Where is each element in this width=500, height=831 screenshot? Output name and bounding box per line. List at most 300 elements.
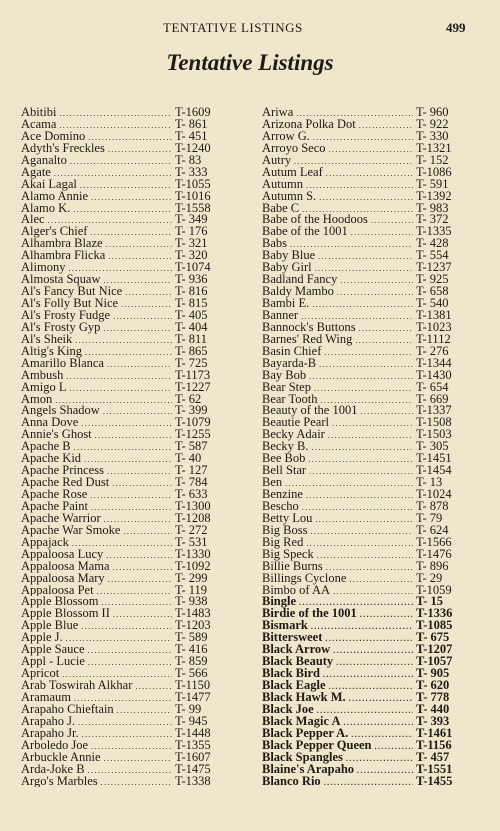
entry-name: Anna Dove xyxy=(21,417,79,430)
leader-dots xyxy=(311,621,413,632)
entry-name: Blaine's Arapaho xyxy=(262,763,355,776)
listing-entry xyxy=(262,585,482,597)
leader-dots xyxy=(336,657,413,668)
leader-dots xyxy=(104,275,172,286)
listing-entry xyxy=(21,668,241,680)
entry-code: T- 152 xyxy=(416,154,449,167)
listing-entry xyxy=(262,119,482,131)
entry-name: Autry xyxy=(262,154,292,167)
entry-code: T-1461 xyxy=(416,727,453,740)
leader-dots xyxy=(85,347,172,358)
entry-name: Autum Leaf xyxy=(262,166,323,179)
leader-dots xyxy=(357,765,413,776)
leader-dots xyxy=(337,287,413,298)
entry-code: T- 675 xyxy=(416,632,450,645)
listing-entry xyxy=(262,644,482,656)
leader-dots xyxy=(355,335,413,346)
entry-name: Big Speck xyxy=(262,548,314,561)
listing-entry xyxy=(262,238,482,250)
listing-entry xyxy=(262,608,482,620)
entry-name: Bescho xyxy=(262,500,299,513)
entry-code: T-1609 xyxy=(175,107,211,119)
entry-code: T- 938 xyxy=(175,596,208,609)
leader-dots xyxy=(351,227,413,238)
entry-code: T-1300 xyxy=(175,500,211,513)
listing-entry xyxy=(262,191,482,203)
entry-code: T- 658 xyxy=(416,286,449,298)
entry-code: T- 861 xyxy=(175,118,208,131)
entry-name: Akai Lagal xyxy=(21,178,77,191)
entry-code: T- 922 xyxy=(416,118,449,131)
entry-code: T- 15 xyxy=(416,596,443,609)
leader-dots xyxy=(308,454,413,465)
leader-dots xyxy=(103,406,172,417)
listing-entry xyxy=(21,752,241,764)
leader-dots xyxy=(333,645,413,656)
listing-entry xyxy=(262,537,482,549)
listing-entry xyxy=(21,191,241,203)
entry-code: T- 99 xyxy=(175,703,202,716)
leader-dots xyxy=(81,418,172,429)
entry-name: Basin Chief xyxy=(262,345,322,358)
entry-code: T-1156 xyxy=(416,739,452,752)
leader-dots xyxy=(312,299,413,310)
entry-name: Apache Princess xyxy=(21,465,104,478)
entry-name: Apache Warrior xyxy=(21,512,101,525)
entry-name: Al's Frosty Fudge xyxy=(21,309,111,322)
entry-name: Appaloosa Mama xyxy=(21,560,110,573)
entry-name: Appaloosa Pet xyxy=(21,584,94,597)
entry-code: T- 276 xyxy=(416,345,449,358)
entry-name: Alhambra Blaze xyxy=(21,238,103,251)
entry-name: Almosta Squaw xyxy=(21,274,101,287)
leader-dots xyxy=(349,693,413,704)
leader-dots xyxy=(113,609,172,620)
listing-entry xyxy=(262,764,482,776)
listing-entry xyxy=(262,298,482,310)
entry-code: T-1607 xyxy=(175,751,211,764)
entry-name: Apple J. xyxy=(21,632,63,645)
entry-code: T- 725 xyxy=(175,357,208,370)
entry-name: Appaloosa Lucy xyxy=(21,548,104,561)
entry-code: T- 13 xyxy=(416,477,443,489)
entry-code: T- 79 xyxy=(416,512,443,525)
entry-name: Ben xyxy=(262,477,283,489)
entry-code: T- 333 xyxy=(175,166,208,179)
leader-dots xyxy=(135,681,172,692)
listing-entry xyxy=(21,453,241,465)
listing-entry xyxy=(21,573,241,585)
entry-name: Alger's Chief xyxy=(21,226,88,239)
leader-dots xyxy=(328,430,413,441)
entry-name: Black Pepper Queen xyxy=(262,739,372,752)
entry-name: Bannock's Buttons xyxy=(262,321,356,334)
listing-entry xyxy=(262,465,482,477)
listing-entry xyxy=(21,298,241,310)
leader-dots xyxy=(113,311,172,322)
entry-code: T- 554 xyxy=(416,250,449,263)
leader-dots xyxy=(117,705,172,716)
listing-entry xyxy=(262,286,482,298)
entry-code: T- 119 xyxy=(175,584,208,597)
listing-entry xyxy=(262,453,482,465)
entry-name: Apple Sauce xyxy=(21,644,85,657)
entry-name: Black Spangles xyxy=(262,751,343,764)
leader-dots xyxy=(121,299,172,310)
entry-name: Annie's Ghost xyxy=(21,429,92,442)
listing-entry xyxy=(21,238,241,250)
leader-dots xyxy=(332,418,413,429)
listing-entry xyxy=(21,346,241,358)
entry-name: Arroyo Seco xyxy=(262,142,326,155)
entry-name: Black Joe xyxy=(262,703,314,716)
leader-dots xyxy=(299,597,413,608)
entry-name: Barnes' Red Wing xyxy=(262,333,353,346)
leader-dots xyxy=(104,514,172,525)
entry-name: Arbuckle Annie xyxy=(21,751,101,764)
entry-code: T- 349 xyxy=(175,214,208,227)
listing-entry xyxy=(21,561,241,573)
listing-entry xyxy=(21,167,241,179)
listing-entry xyxy=(262,405,482,417)
entry-name: Ariwa xyxy=(262,107,294,119)
leader-dots xyxy=(302,204,413,215)
leader-dots xyxy=(75,335,172,346)
leader-dots xyxy=(123,526,172,537)
entry-name: Big Boss xyxy=(262,524,308,537)
entry-name: Altig's King xyxy=(21,345,82,358)
entry-name: Baldy Mambo xyxy=(262,286,334,298)
entry-name: Bear Step xyxy=(262,381,311,394)
entry-name: Al's Frosty Gyp xyxy=(21,321,101,334)
entry-code: T-1508 xyxy=(416,417,452,430)
leader-dots xyxy=(95,430,172,441)
entry-name: Beautie Pearl xyxy=(262,417,329,430)
entry-code: T-1381 xyxy=(416,309,452,322)
listing-entry xyxy=(262,501,482,513)
entry-code: T-1055 xyxy=(175,178,211,191)
entry-code: T- 62 xyxy=(175,393,202,406)
leader-dots xyxy=(59,108,172,119)
entry-code: T-1475 xyxy=(175,763,211,776)
leader-dots xyxy=(103,323,172,334)
entry-name: Black Pepper A. xyxy=(262,727,349,740)
page-title: Tentative Listings xyxy=(166,50,334,75)
entry-name: Alamo Annie xyxy=(21,190,89,203)
entry-code: T- 83 xyxy=(175,154,202,167)
leader-dots xyxy=(81,621,172,632)
leader-dots xyxy=(371,215,413,226)
entry-name: Bear Tooth xyxy=(262,393,318,406)
leader-dots xyxy=(90,490,172,501)
entry-name: Apple Blossom II xyxy=(21,608,110,621)
leader-dots xyxy=(90,227,172,238)
entry-name: Apache War Smoke xyxy=(21,524,121,537)
listing-entry xyxy=(21,477,241,489)
listing-entry xyxy=(21,405,241,417)
entry-code: T-1092 xyxy=(175,560,211,573)
entry-code: T- 983 xyxy=(416,202,449,215)
entry-code: T- 811 xyxy=(175,333,208,346)
leader-dots xyxy=(317,705,413,716)
listing-entry xyxy=(21,155,241,167)
listing-entry xyxy=(262,107,482,119)
entry-name: Becky Adair xyxy=(262,429,325,442)
right-listing-column xyxy=(262,107,482,787)
listing-entry xyxy=(262,573,482,585)
leader-dots xyxy=(125,287,172,298)
leader-dots xyxy=(349,574,413,585)
entry-name: Bismark xyxy=(262,620,308,633)
listing-entry xyxy=(21,334,241,346)
listing-entry xyxy=(21,250,241,262)
leader-dots xyxy=(101,597,172,608)
entry-name: Arapaho Chieftain xyxy=(21,703,114,716)
entry-name: Apache Red Dust xyxy=(21,477,110,489)
entry-name: Apache Paint xyxy=(21,500,88,513)
entry-code: T- 936 xyxy=(175,274,208,287)
listing-entry xyxy=(21,226,241,238)
listing-entry xyxy=(262,226,482,238)
entry-name: Adyth's Freckles xyxy=(21,142,105,155)
leader-dots xyxy=(66,371,172,382)
page-number: 499 xyxy=(446,20,466,35)
entry-code: T- 859 xyxy=(175,656,208,669)
entry-code: T-1150 xyxy=(175,680,211,692)
entry-name: Apple Blossom xyxy=(21,596,99,609)
leader-dots xyxy=(107,359,172,370)
entry-code: T-1566 xyxy=(416,536,452,549)
listing-entry xyxy=(21,262,241,274)
listing-entry xyxy=(21,179,241,191)
listing-entry xyxy=(262,143,482,155)
listing-entry xyxy=(262,346,482,358)
listing-entry xyxy=(262,728,482,740)
entry-name: Bayarda-B xyxy=(262,357,317,370)
entry-code: T-1321 xyxy=(416,142,452,155)
entry-name: Abitibi xyxy=(21,107,57,119)
listing-entry xyxy=(21,585,241,597)
entry-code: T-1451 xyxy=(416,453,452,466)
entry-code: T- 405 xyxy=(175,309,208,322)
listing-entry xyxy=(262,525,482,537)
leader-dots xyxy=(69,383,172,394)
leader-dots xyxy=(112,478,172,489)
entry-code: T- 404 xyxy=(175,321,208,334)
entry-code: T- 896 xyxy=(416,560,449,573)
leader-dots xyxy=(312,442,413,453)
listing-entry xyxy=(21,632,241,644)
entry-name: Bee Bob xyxy=(262,453,306,466)
entry-code: T- 566 xyxy=(175,668,208,680)
entry-name: Arapaho J. xyxy=(21,715,76,728)
listing-entry xyxy=(262,417,482,429)
listing-entry xyxy=(262,358,482,370)
leader-dots xyxy=(74,693,172,704)
entry-name: Birdie of the 1001 xyxy=(262,608,357,621)
entry-name: Black Magic A xyxy=(262,715,341,728)
entry-name: Babe of the Hoodoos xyxy=(262,214,368,227)
listing-entry xyxy=(262,429,482,441)
entry-code: T- 816 xyxy=(175,286,208,298)
leader-dots xyxy=(82,729,172,740)
listing-entry xyxy=(262,214,482,226)
leader-dots xyxy=(317,550,413,561)
entry-code: T-1476 xyxy=(416,548,452,561)
listing-entry xyxy=(21,549,241,561)
leader-dots xyxy=(80,180,172,191)
leader-dots xyxy=(324,777,413,788)
leader-dots xyxy=(104,753,173,764)
leader-dots xyxy=(101,777,172,788)
entry-name: Billie Burns xyxy=(262,560,323,573)
listing-entry xyxy=(262,561,482,573)
listing-entry xyxy=(21,740,241,752)
leader-dots xyxy=(319,192,413,203)
listing-entry xyxy=(21,776,241,788)
entry-code: T-1086 xyxy=(416,166,452,179)
leader-dots xyxy=(290,239,413,250)
listing-entry xyxy=(262,179,482,191)
leader-dots xyxy=(325,633,413,644)
listing-entry xyxy=(21,728,241,740)
listing-entry xyxy=(262,203,482,215)
entry-code: T-1430 xyxy=(416,369,452,382)
entry-code: T-1079 xyxy=(175,417,211,430)
entry-name: Alimony xyxy=(21,262,66,275)
entry-code: T-1355 xyxy=(175,739,211,752)
entry-code: T-1208 xyxy=(175,512,211,525)
leader-dots xyxy=(360,406,413,417)
entry-name: Bambi E. xyxy=(262,298,310,310)
listing-entry xyxy=(262,310,482,322)
leader-dots xyxy=(309,466,413,477)
leader-dots xyxy=(333,586,413,597)
entry-code: T- 587 xyxy=(175,441,208,454)
entry-name: Babe C xyxy=(262,202,300,215)
entry-name: Arda-Joke B xyxy=(21,763,85,776)
entry-name: Apple Blue xyxy=(21,620,79,633)
entry-code: T-1255 xyxy=(175,429,211,442)
listing-entry xyxy=(21,501,241,513)
entry-code: T- 321 xyxy=(175,238,208,251)
entry-code: T- 784 xyxy=(175,477,208,489)
entry-name: Autumn xyxy=(262,178,303,191)
entry-code: T- 654 xyxy=(416,381,449,394)
leader-dots xyxy=(320,395,413,406)
listing-entry xyxy=(262,740,482,752)
listing-entry xyxy=(262,382,482,394)
entry-code: T- 40 xyxy=(175,453,202,466)
leader-dots xyxy=(97,586,172,597)
leader-dots xyxy=(108,251,172,262)
listing-entry xyxy=(21,417,241,429)
listing-entry xyxy=(262,632,482,644)
entry-code: T- 945 xyxy=(175,715,208,728)
entry-code: T-1074 xyxy=(175,262,211,275)
listing-entry xyxy=(21,370,241,382)
listing-entry xyxy=(21,382,241,394)
entry-code: T- 905 xyxy=(416,668,450,680)
leader-dots xyxy=(306,538,413,549)
entry-code: T- 330 xyxy=(416,130,449,143)
leader-dots xyxy=(54,168,172,179)
entry-name: Amigo L xyxy=(21,381,67,394)
listing-entry xyxy=(21,465,241,477)
entry-name: Baby Blue xyxy=(262,250,316,263)
entry-code: T- 589 xyxy=(175,632,208,645)
entry-name: Appl - Lucie xyxy=(21,656,85,669)
entry-name: Bittersweet xyxy=(262,632,323,645)
entry-code: T- 127 xyxy=(175,465,208,478)
entry-name: Aganalto xyxy=(21,154,67,167)
entry-name: Apache Rose xyxy=(21,489,88,501)
entry-name: Angels Shadow xyxy=(21,405,100,418)
leader-dots xyxy=(329,681,413,692)
entry-name: Argo's Marbles xyxy=(21,775,98,788)
listing-entry xyxy=(21,322,241,334)
entry-code: T-1448 xyxy=(175,727,211,740)
entry-code: T- 457 xyxy=(416,751,450,764)
entry-code: T-1558 xyxy=(175,202,211,215)
leader-dots xyxy=(48,215,172,226)
entry-name: Bell Star xyxy=(262,465,307,478)
entry-name: Al's Folly But Nice xyxy=(21,298,119,310)
entry-code: T- 416 xyxy=(175,644,208,657)
leader-dots xyxy=(311,526,413,537)
entry-code: T-1112 xyxy=(416,333,451,346)
leader-dots xyxy=(340,275,413,286)
entry-name: Acama xyxy=(21,118,57,131)
listing-entry xyxy=(21,525,241,537)
entry-code: T- 865 xyxy=(175,345,208,358)
entry-name: Beauty of the 1001 xyxy=(262,405,358,418)
listing-entry xyxy=(21,620,241,632)
entry-code: T-1024 xyxy=(416,489,452,501)
leader-dots xyxy=(68,263,172,274)
listing-entry xyxy=(262,262,482,274)
entry-code: T- 29 xyxy=(416,572,443,585)
entry-code: T-1059 xyxy=(416,584,452,597)
listing-entry xyxy=(262,704,482,716)
listing-entry xyxy=(21,143,241,155)
listing-entry xyxy=(262,334,482,346)
entry-code: T- 815 xyxy=(175,298,208,310)
leader-dots xyxy=(91,192,172,203)
entry-name: Arab Toswirah Alkhar xyxy=(21,680,133,692)
listing-entry xyxy=(262,549,482,561)
entry-name: Black Bird xyxy=(262,668,320,680)
entry-code: T- 591 xyxy=(416,178,449,191)
entry-code: T-1337 xyxy=(416,405,452,418)
leader-dots xyxy=(360,609,413,620)
listing-entry xyxy=(262,370,482,382)
entry-name: Banner xyxy=(262,309,299,322)
listing-entry xyxy=(21,537,241,549)
leader-dots xyxy=(326,168,413,179)
entry-name: Apache B xyxy=(21,441,71,454)
listing-entry xyxy=(21,274,241,286)
leader-dots xyxy=(323,669,413,680)
left-listing-column xyxy=(21,107,241,787)
entry-name: Billings Cyclone xyxy=(262,572,347,585)
entry-name: Alamo K. xyxy=(21,202,71,215)
leader-dots xyxy=(351,729,413,740)
entry-name: Apache Kid xyxy=(21,453,82,466)
listing-entry xyxy=(262,322,482,334)
leader-dots xyxy=(343,717,413,728)
listing-entry xyxy=(262,155,482,167)
